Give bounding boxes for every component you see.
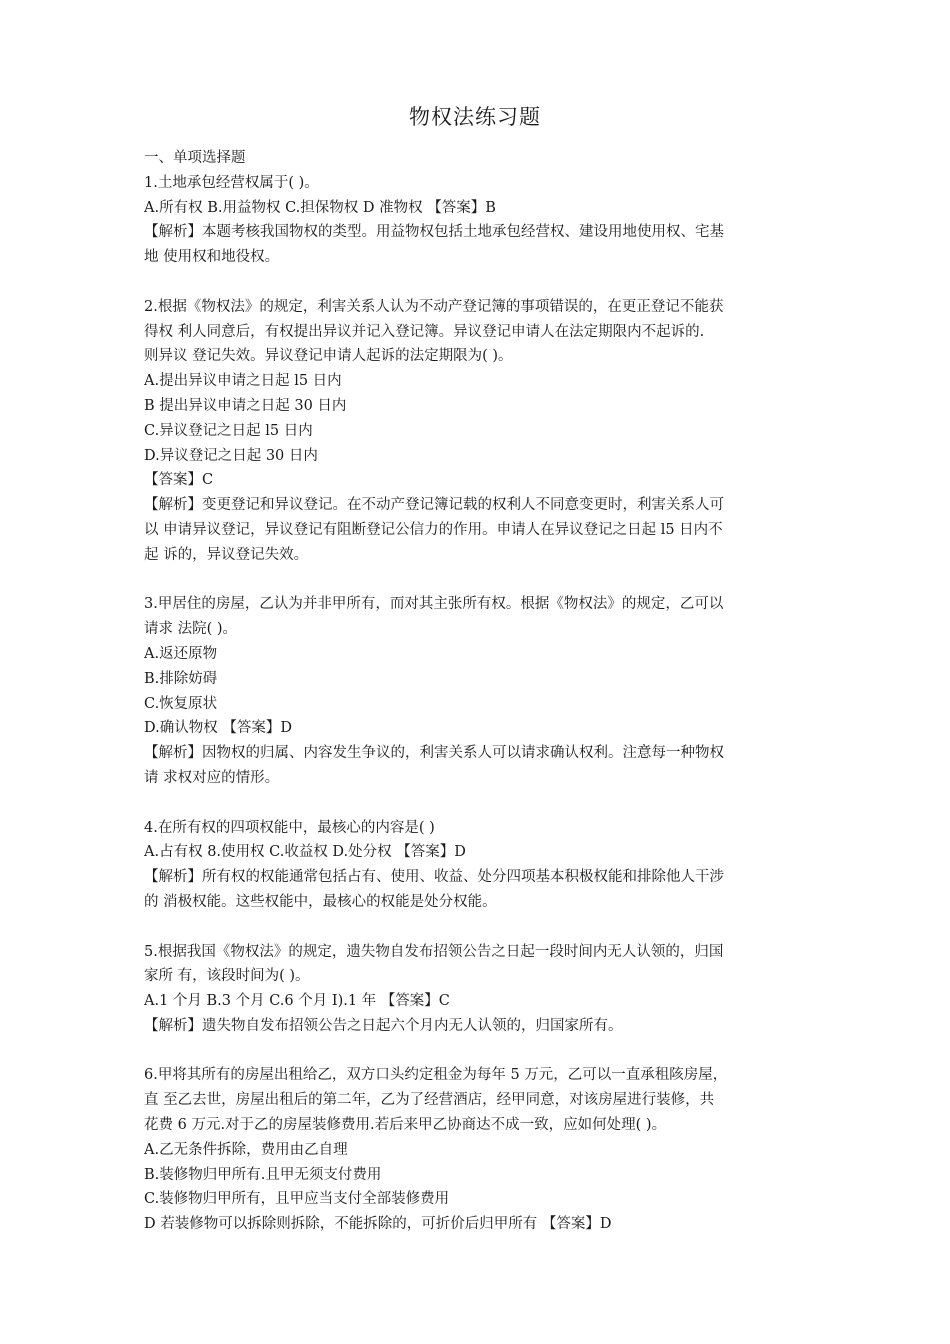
question-stem-line: 请求 法院( )。 <box>144 621 238 638</box>
question-option-line: A.乙无条件拆除，费用由乙自理 <box>144 1141 348 1158</box>
question-stem-line: 6.甲将其所有的房屋出租给乙，双方口头约定租金为每年 5 万元，乙可以一直承租陔房屋， <box>144 1067 728 1084</box>
question-option-line: B 提出异议申请之日起 30 日内 <box>144 397 347 414</box>
question-spacer <box>144 1039 810 1064</box>
question-spacer <box>144 915 810 940</box>
question-analysis-line: 【解析】因物权的归属、内容发生争议的，利害关系人可以请求确认权利。注意每一种物权 <box>144 745 724 762</box>
document-body <box>144 146 810 1237</box>
question-stem-line: 3.甲居住的房屋，乙认为并非甲所有，而对其主张所有权。根据《物权法》的规定，乙可以 <box>144 596 724 613</box>
question-option-line: D.确认物权 【答案】D <box>144 720 292 737</box>
question-option-line: C.恢复原状 <box>144 695 218 712</box>
question-stem-line: 得权 利人同意后，有权提出异议并记入登记簿。异议登记申请人在法定期限内不起诉的. <box>144 323 705 340</box>
question-option-line: 【答案】C <box>144 472 214 489</box>
question-option-line: D.异议登记之日起 30 日内 <box>144 447 318 464</box>
section-heading: 一、单项选择题 <box>144 150 246 166</box>
question-option-line: A.占有权 8.使用权 C.收益权 D.处分权 【答案】D <box>144 844 466 861</box>
question-analysis-line: 请 求权对应的情形。 <box>144 769 280 786</box>
question-stem-line: 家所 有，该段时间为( )。 <box>144 968 310 985</box>
question-block <box>144 816 810 915</box>
question-analysis-line: 【解析】变更登记和异议登记。在不动产登记簿记载的权利人不同意变更时，利害关系人可 <box>144 497 724 514</box>
question-option-line: B.装修物归甲所有.且甲无须支付费用 <box>144 1166 382 1183</box>
question-spacer <box>144 568 810 593</box>
question-analysis-line: 地 使用权和地役权。 <box>144 249 280 266</box>
question-stem-line: 1.土地承包经营权属于( )。 <box>144 174 319 191</box>
question-stem-line: 花费 6 万元.对于乙的房屋装修费用.若后来甲乙协商达不成一致，应如何处理( )。 <box>144 1117 667 1134</box>
question-option-line: A.1 个月 B.3 个月 C.6 个月 I).1 年 【答案】C <box>144 993 450 1010</box>
question-analysis-line: 起 诉的，异议登记失效。 <box>144 546 309 563</box>
question-spacer <box>144 270 810 295</box>
question-option-line: A.提出异议申请之日起 l5 日内 <box>144 373 342 390</box>
question-spacer <box>144 791 810 816</box>
question-option-line: D 若装修物可以拆除则拆除，不能拆除的，可折价后归甲所有 【答案】D <box>144 1216 612 1233</box>
question-analysis-line: 以 申请异议登记，异议登记有阻断登记公信力的作用。申请人在异议登记之日起 l5 日内不 <box>144 521 723 538</box>
question-option-line: C.装修物归甲所有，且甲应当支付全部装修费用 <box>144 1191 450 1208</box>
question-block <box>144 1063 810 1237</box>
question-analysis-line: 【解析】本题考核我国物权的类型。用益物权包括土地承包经营权、建设用地使用权、宅基 <box>144 224 724 241</box>
question-block <box>144 592 810 790</box>
question-option-line: C.异议登记之日起 l5 日内 <box>144 422 313 439</box>
document-title: 物权法练习题 <box>409 105 541 129</box>
question-option-line: A.返还原物 <box>144 645 218 662</box>
question-analysis-line: 【解析】所有权的权能通常包括占有、使用、收益、处分四项基本积极权能和排除他人干涉 <box>144 869 724 886</box>
question-analysis-line: 【解析】遗失物自发布招领公告之日起六个月内无人认领的，归国家所有。 <box>144 1017 623 1034</box>
question-block <box>144 171 810 270</box>
question-stem-line: 5.根据我国《物权法》的规定，遗失物自发布招领公告之日起一段时间内无人认领的，归国 <box>144 943 724 960</box>
question-option-line: B.排除妨碍 <box>144 670 218 687</box>
question-block <box>144 295 810 568</box>
question-stem-line: 2.根据《物权法》的规定，利害关系人认为不动产登记簿的事项错误的，在更正登记不能获 <box>144 298 724 315</box>
question-stem-line: 直 至乙去世，房屋出租后的第二年，乙为了经营酒店，经甲同意，对该房屋进行装修，共 <box>144 1092 715 1109</box>
question-option-line: A.所有权 B.用益物权 C.担保物权 D 准物权 【答案】B <box>144 199 496 216</box>
question-stem-line: 4.在所有权的四项权能中，最核心的内容是( ) <box>144 819 435 836</box>
question-stem-line: 则异议 登记失效。异议登记申请人起诉的法定期限为( )。 <box>144 348 513 365</box>
question-analysis-line: 的 消极权能。这些权能中，最核心的权能是处分权能。 <box>144 893 497 910</box>
question-block <box>144 940 810 1039</box>
